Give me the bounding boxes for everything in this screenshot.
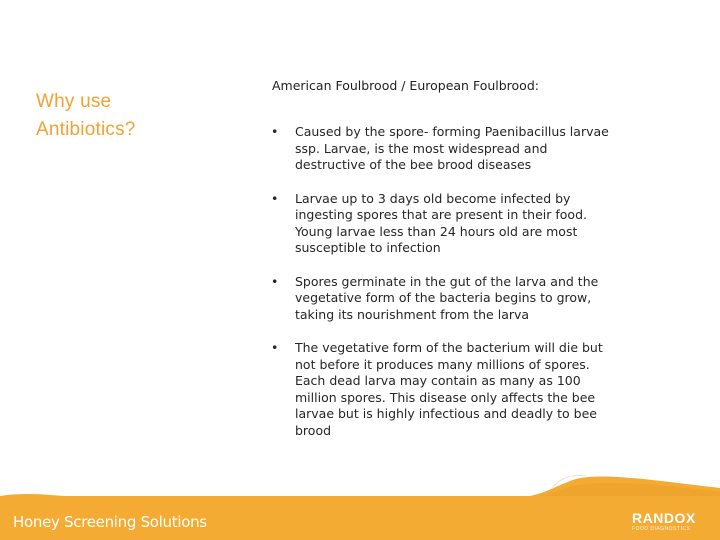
footer-bar <box>0 496 720 540</box>
bullet-icon: • <box>271 340 279 355</box>
bullet-icon: • <box>271 273 279 289</box>
footer-wave-decoration <box>0 440 720 500</box>
bullet-text: The vegetative form of the bacterium will die but not before it produces many millions of spores. Each dead larva may contain as many as 100 million spores. This disease only affects the bee larvae but is highly infectious and deadly to bee brood <box>295 340 603 438</box>
logo-tagline: FOOD DIAGNOSTICS <box>632 526 691 532</box>
bullet-item <box>271 274 616 324</box>
bullet-item <box>271 191 616 257</box>
section-subheading: American Foulbrood / European Foulbrood: <box>272 78 539 93</box>
bullet-icon: • <box>271 124 279 139</box>
bullet-item <box>271 340 616 439</box>
logo-wordmark: RANDOX <box>632 510 696 526</box>
randox-logo <box>632 510 712 536</box>
bullet-list <box>271 124 616 439</box>
bullet-text: Larvae up to 3 days old become infected by ingesting spores that are present in their food. Young larvae less than 24 hours old are most susceptible to infection <box>295 190 587 255</box>
bullet-text: Spores germinate in the gut of the larva and the vegetative form of the bacteria begins to grow, taking its nourishment from the larva <box>295 273 599 322</box>
slide-title: Why use Antibiotics? <box>36 91 136 140</box>
footer-title: Honey Screening Solutions <box>13 513 207 531</box>
bullet-icon: • <box>271 190 279 206</box>
bullet-item <box>271 124 616 174</box>
bullet-text: Caused by the spore- forming Paenibacillus larvae ssp. Larvae, is the most widespread and destructive of the bee brood diseases <box>295 124 609 172</box>
